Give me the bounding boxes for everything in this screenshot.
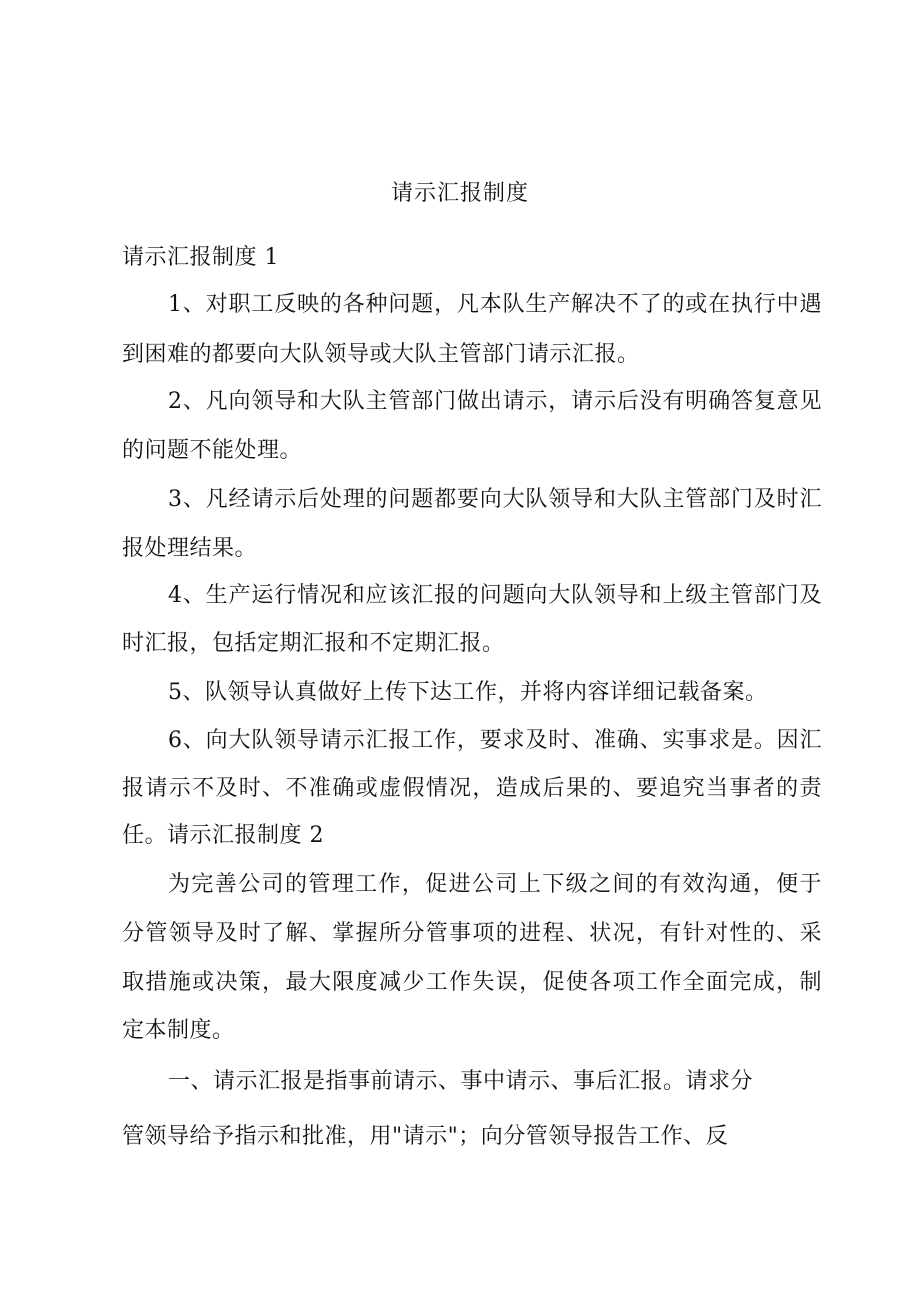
section-heading-1: 请示汇报制度 1 [122,245,279,270]
paragraph-line: 到困难的都要向大队领导或大队主管部门请示汇报。 [122,342,640,367]
paragraph-line: 一、请示汇报是指事前请示、事中请示、事后汇报。请求分 [168,1069,754,1094]
paragraph-line: 的问题不能处理。 [122,438,303,463]
paragraph-line: 报请示不及时、不准确或虚假情况，造成后果的、要追究当事者的责 [122,776,822,801]
paragraph-line: 报处理结果。 [122,536,258,561]
paragraph-line: 定本制度。 [122,1018,235,1043]
paragraph-line: 为完善公司的管理工作，促进公司上下级之间的有效沟通，便于 [168,872,822,897]
document-title: 请示汇报制度 [390,181,529,206]
paragraph-line: 3、凡经请示后处理的问题都要向大队领导和大队主管部门及时汇 [168,487,822,512]
paragraph-line: 时汇报，包括定期汇报和不定期汇报。 [122,631,505,656]
paragraph-line: 2、凡向领导和大队主管部门做出请示，请示后没有明确答复意见 [168,389,822,414]
paragraph-line: 任。请示汇报制度 2 [122,823,324,848]
paragraph-line: 分管领导及时了解、掌握所分管事项的进程、状况，有针对性的、采 [122,921,822,946]
paragraph-line: 取措施或决策，最大限度减少工作失误，促使各项工作全面完成，制 [122,970,822,995]
paragraph-line: 6、向大队领导请示汇报工作，要求及时、准确、实事求是。因汇 [168,728,822,753]
paragraph-line: 管领导给予指示和批准，用"请示"；向分管领导报告工作、反 [122,1124,729,1149]
paragraph-line: 4、生产运行情况和应该汇报的问题向大队领导和上级主管部门及 [168,583,822,608]
paragraph-line: 5、队领导认真做好上传下达工作，并将内容详细记载备案。 [168,680,768,705]
paragraph-line: 1、对职工反映的各种问题，凡本队生产解决不了的或在执行中遇 [168,292,822,317]
